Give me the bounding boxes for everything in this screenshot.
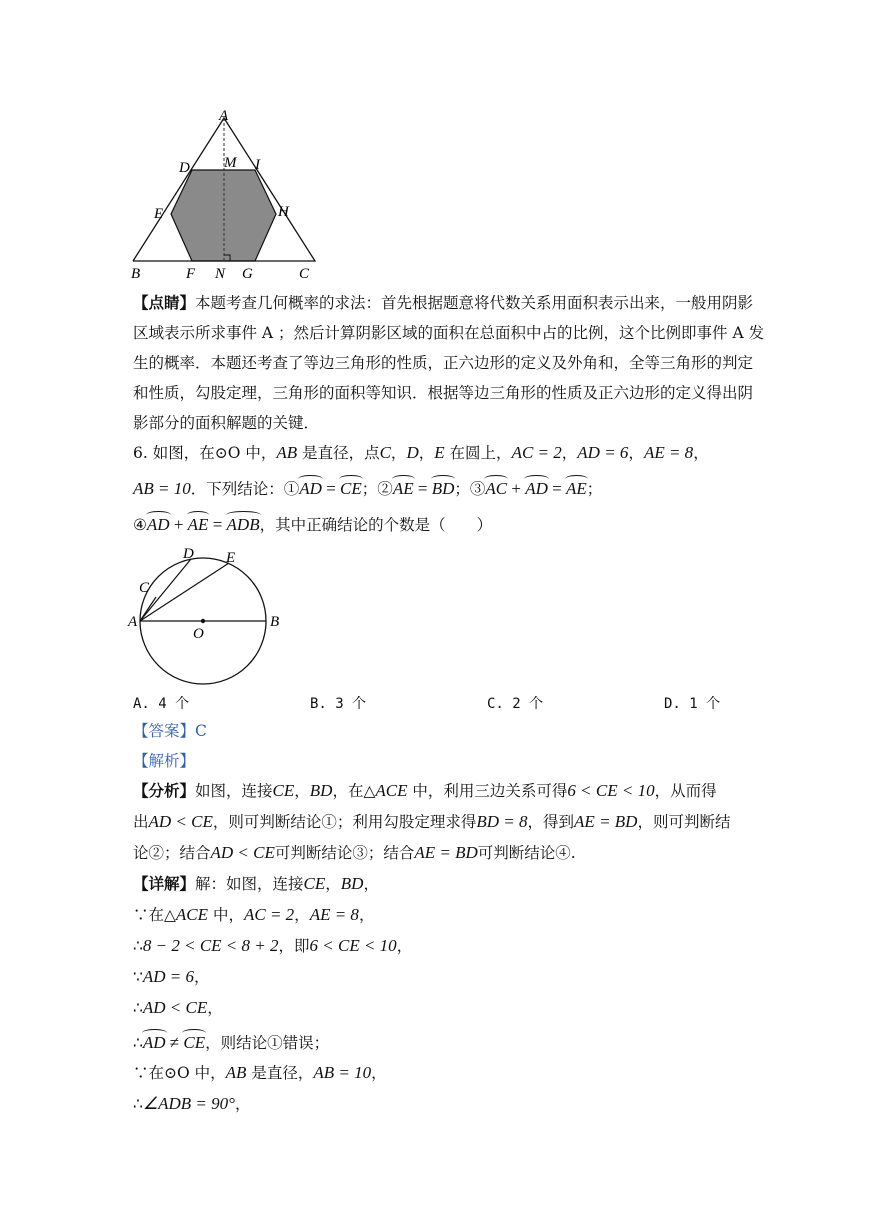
label-d: D: [179, 160, 190, 176]
label-a: A: [128, 614, 138, 630]
dianjing-line-4: 和性质，勾股定理，三角形的面积等知识．根据等边三角形的性质及正六边形的定义得出阴: [133, 384, 754, 402]
fenxi-line-1: 【分析】如图，连接CE，BD，在△ACE 中，利用三边关系可得6 < CE < 10，从而得: [133, 781, 717, 800]
center-point: [201, 619, 205, 623]
dianjing-tag: 【点睛】: [133, 293, 196, 312]
option-c: C. 2 个: [487, 696, 544, 712]
question-6-line-1: 6. 如图，在⊙O 中，AB 是直径，点C，D，E 在圆上，AC = 2，AD = 6，AE = 8，: [133, 443, 709, 462]
label-b: B: [131, 266, 141, 282]
option-b: B. 3 个: [310, 696, 367, 712]
jiexi-tag: 【解析】: [133, 752, 196, 770]
detail-line-8: ∴∠ADB = 90°，: [133, 1094, 251, 1113]
dianjing-line-3: 生的概率．本题还考查了等边三角形的性质，正六边形的定义及外角和，全等三角形的判定: [133, 354, 754, 372]
label-d: D: [183, 546, 194, 562]
label-m: M: [224, 155, 237, 171]
circle-figure: [125, 544, 295, 690]
detail-line-6: ∴AD ≠ CE，则结论①错误；: [133, 1029, 329, 1053]
answer-value: C: [195, 722, 207, 740]
option-a: A. 4 个: [133, 696, 190, 712]
answer-tag: 【答案】: [133, 722, 196, 740]
detail-line-2: ∵在△ACE 中，AC = 2，AE = 8，: [133, 905, 375, 924]
label-h: H: [278, 204, 289, 220]
question-6-line-3: ④AD + AE = ADB，其中正确结论的个数是（ ）: [133, 511, 492, 535]
label-b: B: [270, 614, 280, 630]
detail-line-4: ∵AD = 6，: [133, 967, 210, 986]
dianjing-line-1: 【点睛】本题考查几何概率的求法：首先根据题意将代数关系用面积表示出来，一般用阴影: [133, 293, 754, 312]
label-f: F: [186, 266, 196, 282]
option-d: D. 1 个: [664, 696, 721, 712]
label-n: N: [215, 266, 226, 282]
label-g: G: [242, 266, 253, 282]
fenxi-line-3: 论②；结合AD < CE可判断结论③；结合AE = BD可判断结论④.: [133, 843, 576, 862]
detail-line-3: ∴8 − 2 < CE < 8 + 2，即6 < CE < 10，: [133, 936, 413, 955]
label-i: I: [255, 157, 260, 173]
triangle-hexagon-figure: [125, 104, 325, 282]
fenxi-line-2: 出AD < CE，则可判断结论①；利用勾股定理求得BD = 8，得到AE = BD，则可判断结: [133, 812, 731, 831]
chord-ae: [140, 563, 229, 621]
label-a: A: [219, 108, 229, 124]
label-c: C: [139, 580, 150, 596]
answer-line: [133, 721, 207, 741]
dianjing-line-5: 影部分的面积解题的关键．: [133, 414, 320, 432]
question-6-line-2: AB = 10．下列结论：①AD = CE；②AE = BD；③AC + AD = AE；: [133, 475, 602, 499]
label-e: E: [154, 206, 164, 222]
dianjing-line-2: 区域表示所求事件 A ；然后计算阴影区域的面积在总面积中占的比例，这个比例即事件 A 发: [133, 324, 765, 342]
detail-line-5: ∴AD < CE，: [133, 998, 223, 1017]
label-c: C: [299, 266, 310, 282]
label-e: E: [226, 550, 236, 566]
detail-line-1: 【详解】解：如图，连接CE，BD，: [133, 874, 379, 893]
label-o: O: [193, 626, 204, 642]
detail-line-7: ∵在⊙O 中，AB 是直径，AB = 10，: [133, 1063, 387, 1082]
